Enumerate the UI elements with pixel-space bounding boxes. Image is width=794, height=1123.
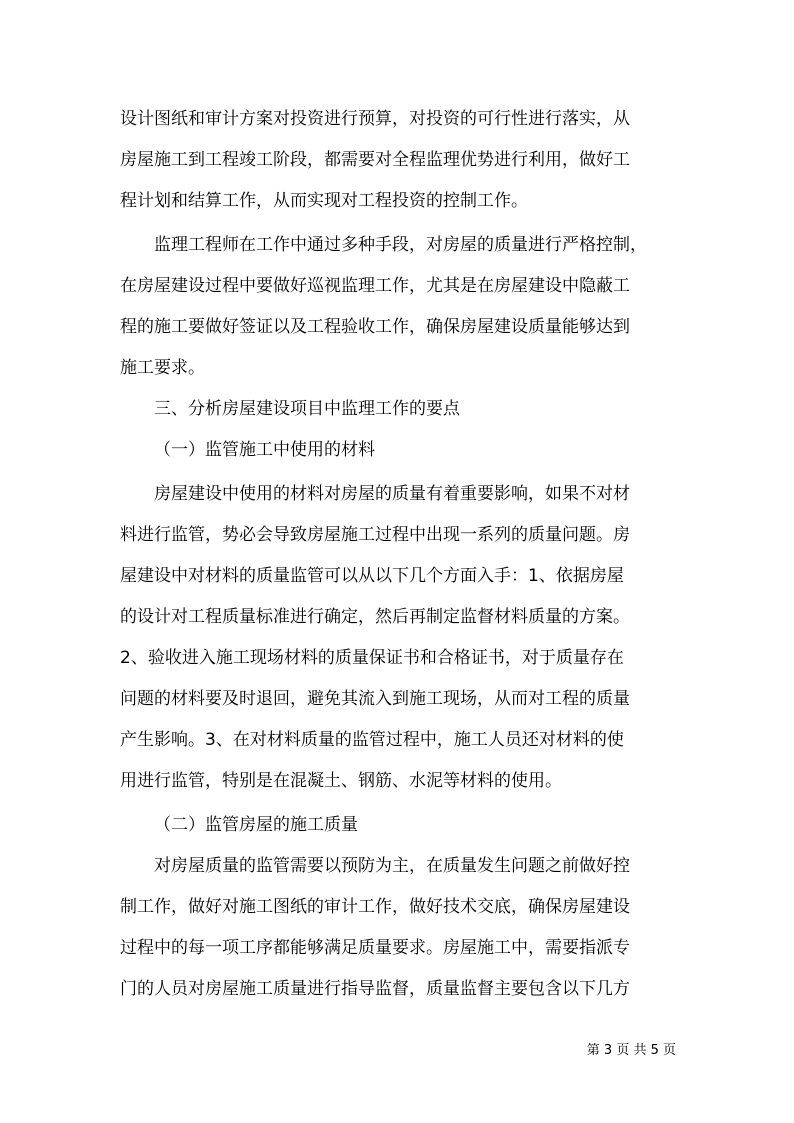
- paragraph-4-line-2: 制工作，做好对施工图纸的审计工作，做好技术交底，确保房屋建设: [120, 897, 630, 917]
- paragraph-4-line-3: 过程中的每一项工序都能够满足质量要求。房屋施工中，需要指派专: [120, 938, 630, 958]
- paragraph-3-line-8: 用进行监管，特别是在混凝土、钢筋、水泥等材料的使用。: [120, 771, 562, 791]
- paragraph-1-line-1: 设计图纸和审计方案对投资进行预算，对投资的可行性进行落实，从: [120, 109, 630, 129]
- paragraph-1-line-3: 程计划和结算工作，从而实现对工程投资的控制工作。: [120, 191, 528, 211]
- paragraph-4-line-4: 门的人员对房屋施工质量进行指导监督，质量监督主要包含以下几方: [120, 979, 630, 999]
- paragraph-3-line-5: 2、验收进入施工现场材料的质量保证书和合格证书，对于质量存在: [120, 648, 624, 668]
- section-heading: 三、分析房屋建设项目中监理工作的要点: [154, 399, 460, 419]
- paragraph-2-line-4: 施工要求。: [120, 358, 205, 378]
- paragraph-2-line-2: 在房屋建设过程中要做好巡视监理工作，尤其是在房屋建设中隐蔽工: [120, 276, 630, 296]
- paragraph-2-line-1: 监理工程师在工作中通过多种手段，对房屋的质量进行严格控制，: [154, 235, 647, 255]
- paragraph-3-line-6: 问题的材料要及时退回，避免其流入到施工现场，从而对工程的质量: [120, 689, 630, 709]
- paragraph-3-line-1: 房屋建设中使用的材料对房屋的质量有着重要影响，如果不对材: [154, 484, 630, 504]
- paragraph-3-line-3: 屋建设中对材料的质量监管可以从以下几个方面入手：1、依据房屋: [120, 566, 624, 586]
- paragraph-3-line-7: 产生影响。3、在对材料质量的监管过程中，施工人员还对材料的使: [120, 730, 624, 750]
- paragraph-3-line-2: 料进行监管，势必会导致房屋施工过程中出现一系列的质量问题。房: [120, 525, 630, 545]
- paragraph-2-line-3: 程的施工要做好签证以及工程验收工作，确保房屋建设质量能够达到: [120, 317, 630, 337]
- paragraph-4-line-1: 对房屋质量的监管需要以预防为主，在质量发生问题之前做好控: [154, 856, 630, 876]
- page-number-footer: 第 3 页 共 5 页: [586, 1043, 676, 1058]
- subheading-2: （二）监管房屋的施工质量: [154, 815, 358, 835]
- paragraph-1-line-2: 房屋施工到工程竣工阶段，都需要对全程监理优势进行利用，做好工: [120, 150, 630, 170]
- subheading-1: （一）监管施工中使用的材料: [154, 440, 375, 460]
- paragraph-3-line-4: 的设计对工程质量标准进行确定，然后再制定监督材料质量的方案。: [120, 607, 630, 627]
